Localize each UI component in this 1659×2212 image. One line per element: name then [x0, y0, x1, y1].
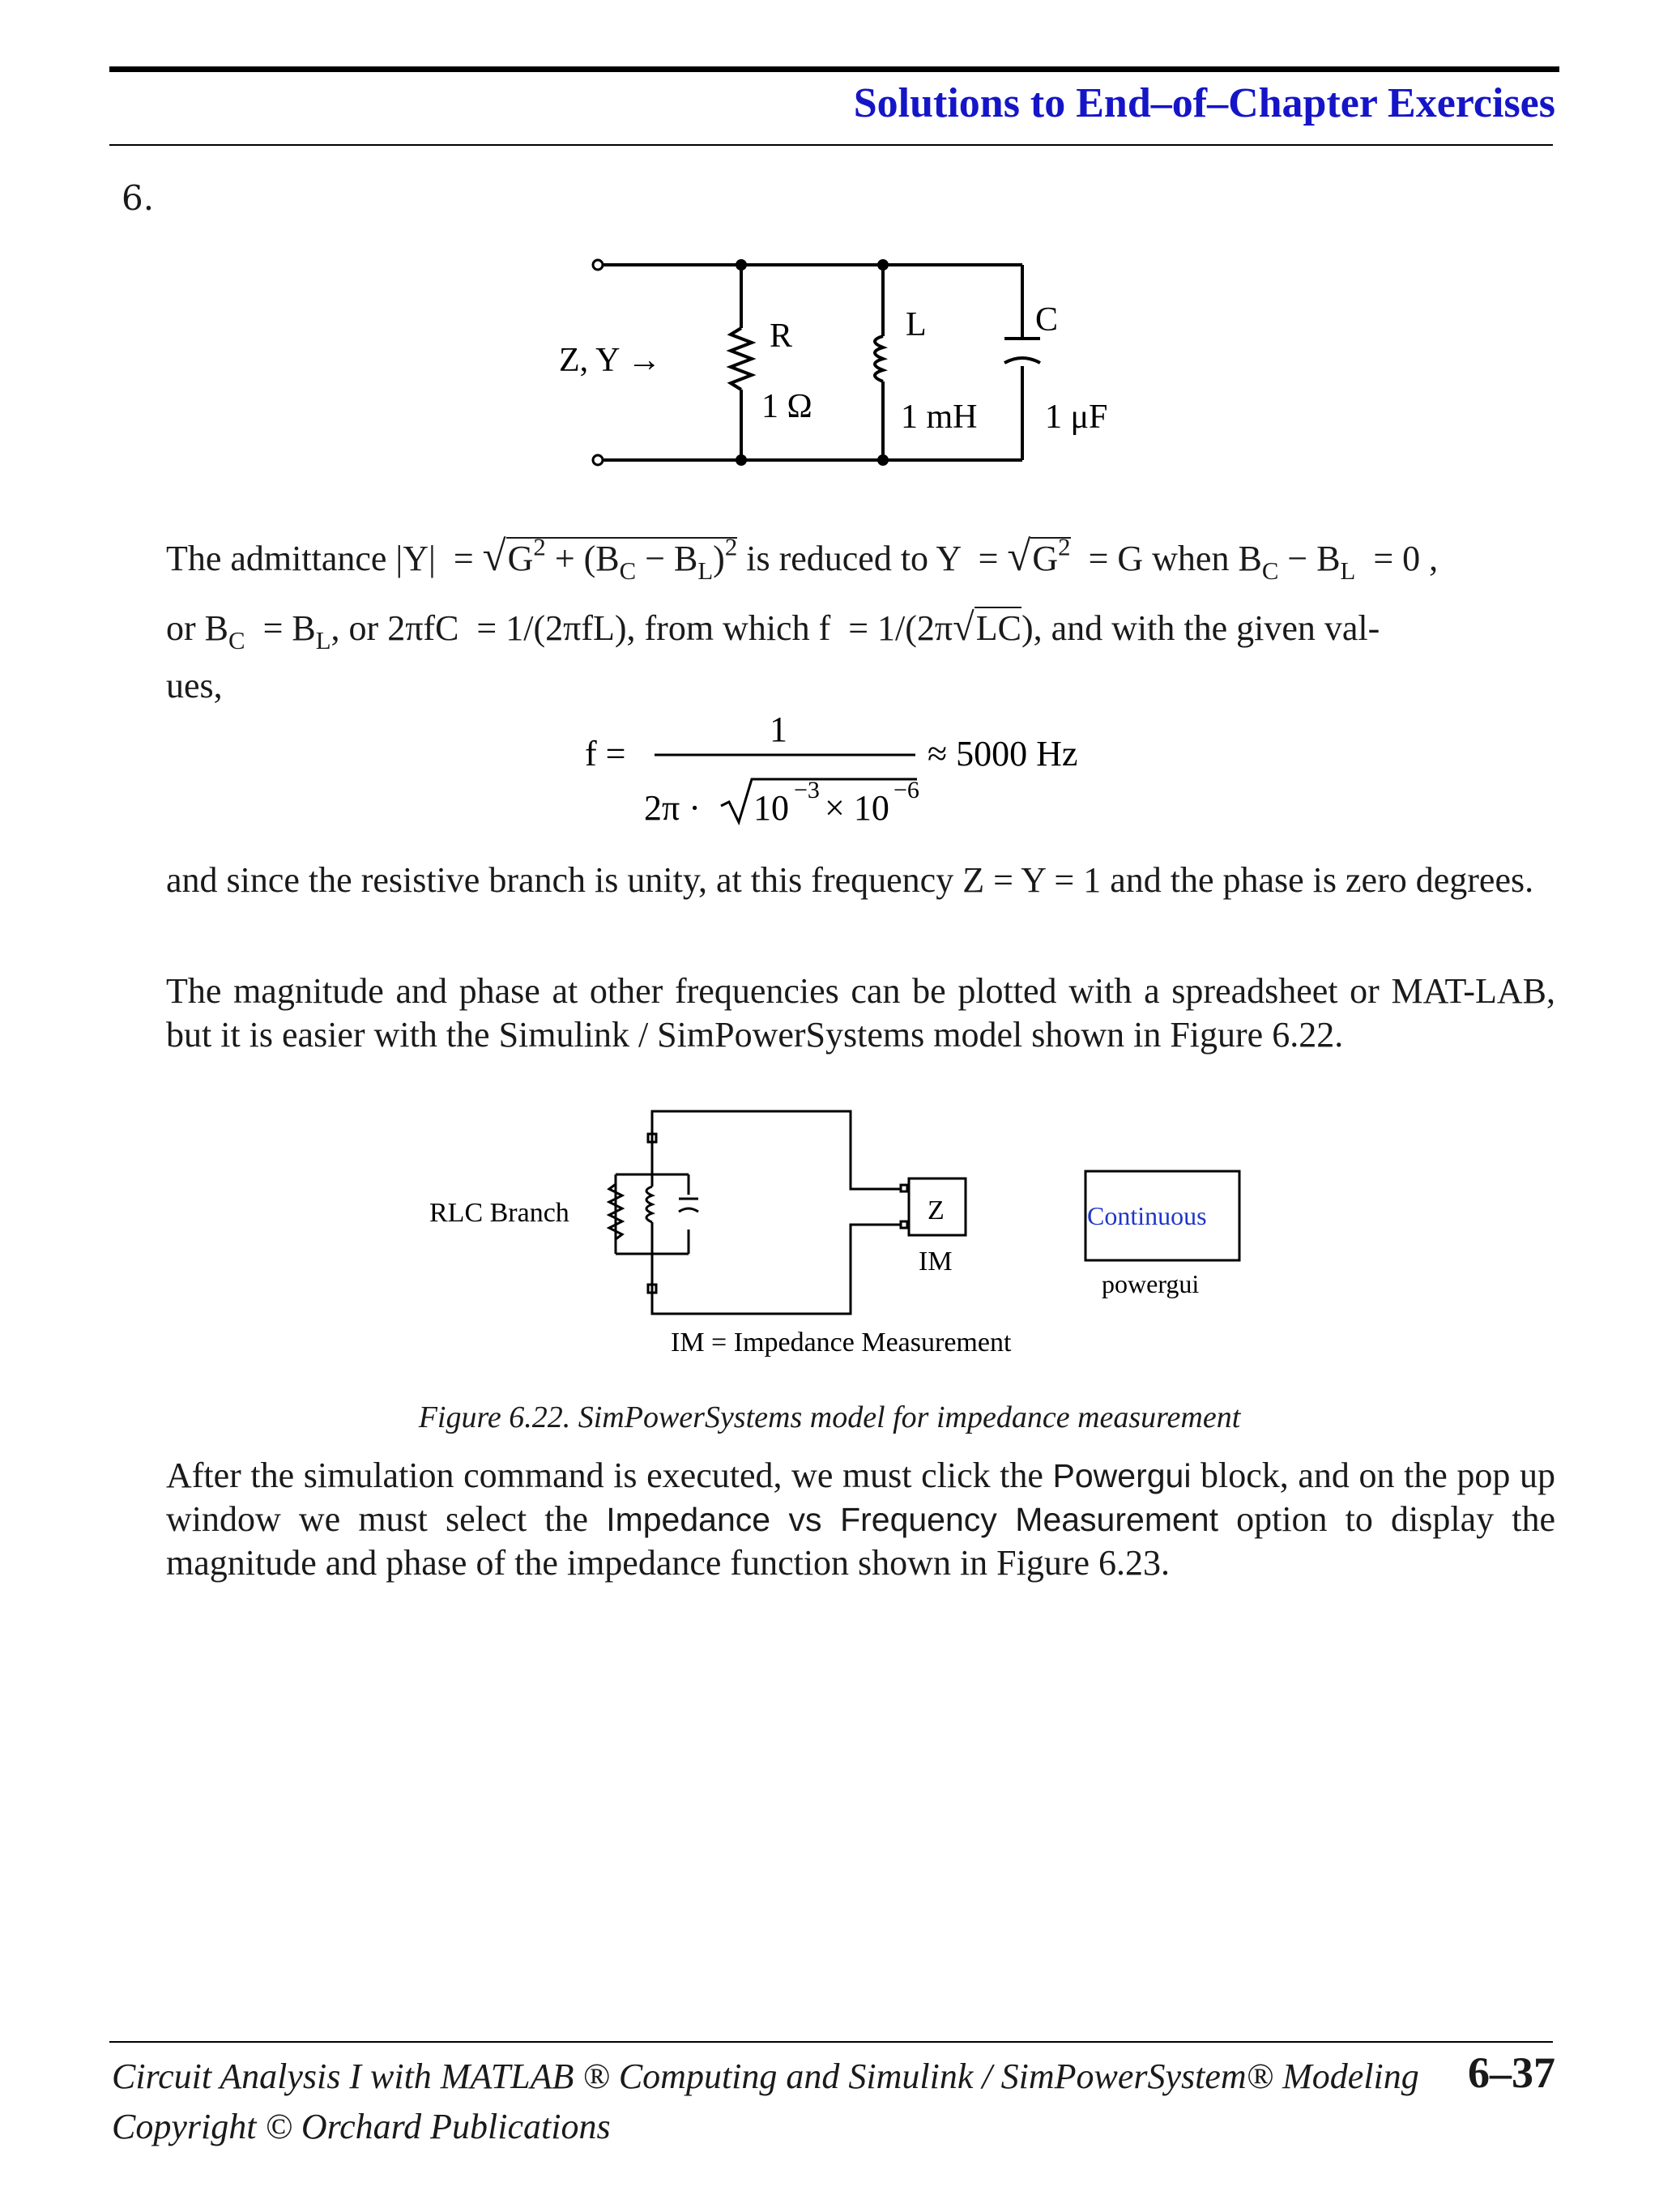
- svg-text:2π ·: 2π ·: [644, 788, 701, 828]
- paragraph-resonance-cont: ues,: [166, 666, 223, 705]
- footer-rule: [109, 2041, 1553, 2043]
- capacitor-value: 1 μF: [1045, 399, 1108, 436]
- resistor-name: R: [770, 318, 793, 355]
- footer-book-title: Circuit Analysis I with MATLAB ® Computing and Simulink / SimPowerSystem® Modeling: [112, 2056, 1419, 2096]
- header-title: Solutions to End–of–Chapter Exercises: [853, 80, 1555, 126]
- svg-text:−3: −3: [794, 777, 820, 803]
- powergui-continuous-label: Continuous: [1087, 1201, 1207, 1230]
- resistor-value: 1 Ω: [761, 388, 812, 425]
- paragraph-admittance: The admittance $|Y| = √G^2 + (B_C - B_L)^2$ is reduced to $Y = √G^2 = G$ when $B_C - B_L = 0$ ,: [166, 533, 1439, 585]
- z-label: Z: [928, 1196, 945, 1225]
- paragraph-simulink: The magnitude and phase at other frequencies can be plotted with a spreadsheet or MAT-LAB, but it is easier with the Simulink / SimPowerSystems model shown in Figure 6.22.: [166, 971, 1555, 1055]
- im-block-label: IM: [919, 1247, 953, 1276]
- capacitor-name: C: [1035, 301, 1059, 339]
- powergui-term: Powergui: [1052, 1457, 1192, 1494]
- svg-text:× 10: × 10: [825, 788, 889, 828]
- frequency-result: ≈ 5000 Hz: [928, 734, 1078, 774]
- impedance-option-term: Impedance vs Frequency Measurement: [606, 1501, 1218, 1538]
- inductor-name: L: [906, 306, 927, 343]
- paragraph-resonance: or $B_C = B_L$, or 2πfC = 1/(2πfL), from which f = 1/(2π√LC), and with the given val-: [166, 606, 1380, 654]
- svg-text:−6: −6: [893, 777, 919, 803]
- rlc-branch-label: RLC Branch: [429, 1198, 569, 1228]
- svg-text:1: 1: [770, 710, 787, 749]
- port-label: Z, Y →: [559, 342, 662, 379]
- svg-text:f =: f =: [585, 734, 626, 774]
- svg-text:10: 10: [753, 788, 789, 828]
- paragraph-unity: and since the resistive branch is unity, at this frequency Z = Y = 1 and the phase is zero degrees.: [166, 860, 1534, 900]
- paragraph-powergui: After the simulation command is executed, we must click the Powergui block, and on the pop up window we must select the Impedance vs Frequency Measurement option to display the magnitude and phase of the impedance function shown in Figure 6.23.: [166, 1455, 1555, 1583]
- exercise-number: 6.: [122, 178, 155, 218]
- powergui-label: powergui: [1102, 1269, 1200, 1298]
- page-number: 6–37: [1468, 2048, 1555, 2097]
- inductor-value: 1 mH: [901, 399, 978, 436]
- im-note: IM = Impedance Measurement: [671, 1328, 1012, 1357]
- footer-copyright: Copyright © Orchard Publications: [112, 2107, 611, 2146]
- figure-caption: Figure 6.22. SimPowerSystems model for impedance measurement: [418, 1400, 1241, 1434]
